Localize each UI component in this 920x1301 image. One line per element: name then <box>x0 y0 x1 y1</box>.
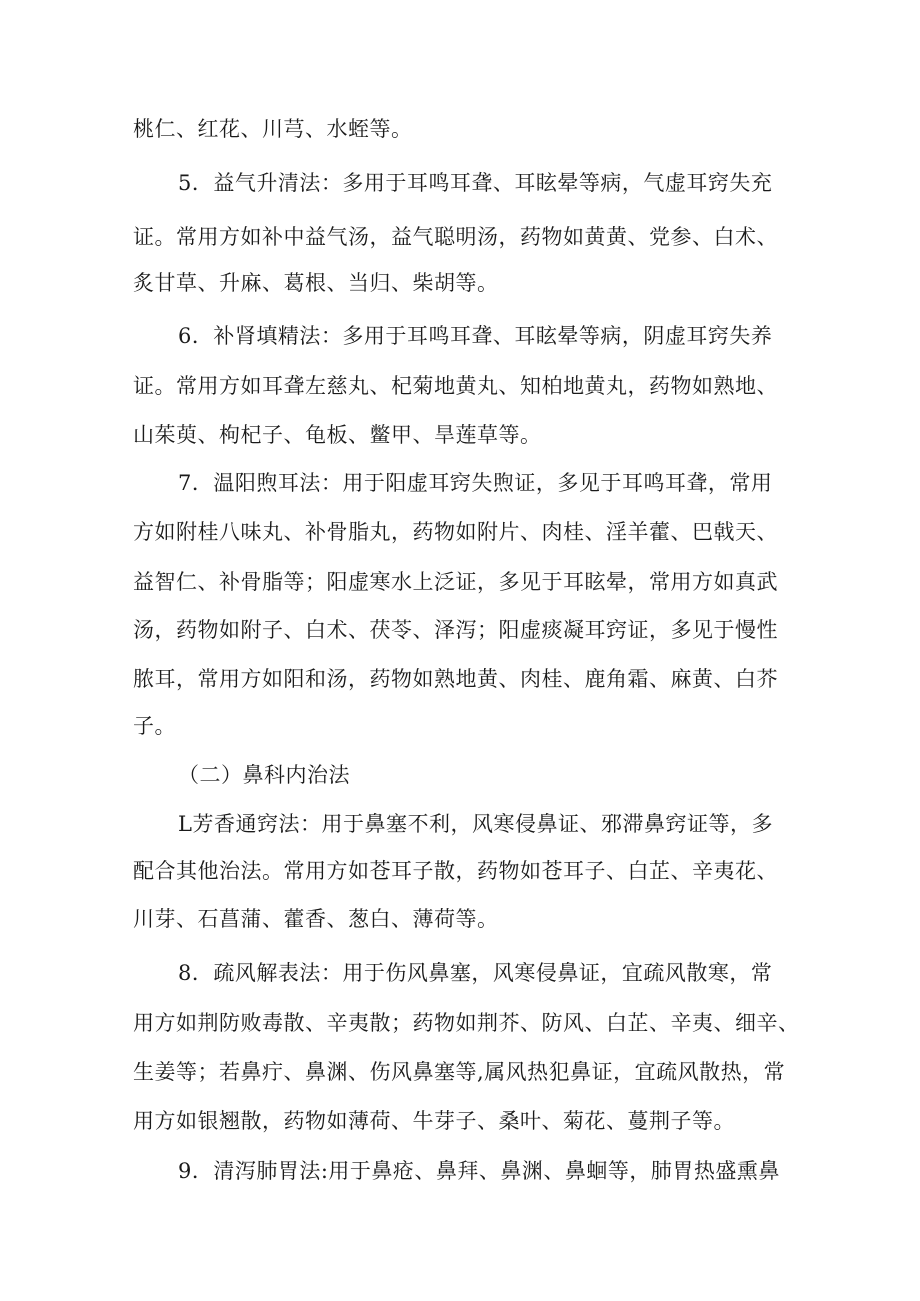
text-line: 山茱萸、枸杞子、龟板、鳖甲、旱莲草等。 <box>133 423 542 447</box>
text-line: 用方如荆防败毒散、辛夷散；药物如荆芥、防风、白芷、辛夷、细辛、 <box>133 1011 800 1035</box>
text-line: 汤，药物如附子、白术、茯苓、泽泻；阳虚痰凝耳窍证，多见于慢性 <box>133 618 778 642</box>
text-line: 8．疏风解表法：用于伤风鼻塞，风寒侵鼻证，宜疏风散寒，常 <box>178 961 773 985</box>
text-line: 炙甘草、升麻、葛根、当归、柴胡等。 <box>133 271 499 295</box>
text-line: 川芽、石菖蒲、藿香、葱白、薄荷等。 <box>133 907 499 931</box>
text-line: 5．益气升清法：多用于耳鸣耳聋、耳眩晕等病，气虚耳窍失充 <box>178 171 773 195</box>
text-line: 益智仁、补骨脂等；阳虚寒水上泛证，多见于耳眩晕，常用方如真武 <box>133 570 778 594</box>
text-line: 脓耳，常用方如阳和汤，药物如熟地黄、肉桂、鹿角霜、麻黄、白芥 <box>133 667 778 691</box>
text-line: 生姜等；若鼻疔、鼻渊、伤风鼻塞等,属风热犯鼻证，宜疏风散热，常 <box>133 1060 786 1084</box>
text-line: 用方如银翘散，药物如薄荷、牛芽子、桑叶、菊花、蔓荆子等。 <box>133 1109 735 1133</box>
text-line: （二）鼻科内治法 <box>178 763 350 787</box>
text-line: L芳香通窍法：用于鼻塞不利，风寒侵鼻证、邪滞鼻窍证等，多 <box>178 812 773 836</box>
text-line: 证。常用方如耳聋左慈丸、杞菊地黄丸、知柏地黄丸，药物如熟地、 <box>133 374 778 398</box>
text-line: 子。 <box>133 714 176 738</box>
text-line: 证。常用方如补中益气汤，益气聪明汤，药物如黄黄、党参、白术、 <box>133 225 778 249</box>
text-line: 6．补肾填精法：多用于耳鸣耳聋、耳眩晕等病，阴虚耳窍失养 <box>178 324 773 348</box>
text-line: 配合其他治法。常用方如苍耳子散，药物如苍耳子、白芷、辛夷花、 <box>133 859 778 883</box>
text-line: 桃仁、红花、川芎、水蛭等。 <box>133 117 413 141</box>
text-line: 方如附桂八味丸、补骨脂丸，药物如附片、肉桂、淫羊藿、巴戟天、 <box>133 520 778 544</box>
text-line: 9．清泻肺胃法:用于鼻疮、鼻拜、鼻渊、鼻蛔等，肺胃热盛熏鼻 <box>178 1159 780 1183</box>
text-line: 7．温阳煦耳法：用于阳虚耳窍失煦证，多见于耳鸣耳聋，常用 <box>178 471 773 495</box>
